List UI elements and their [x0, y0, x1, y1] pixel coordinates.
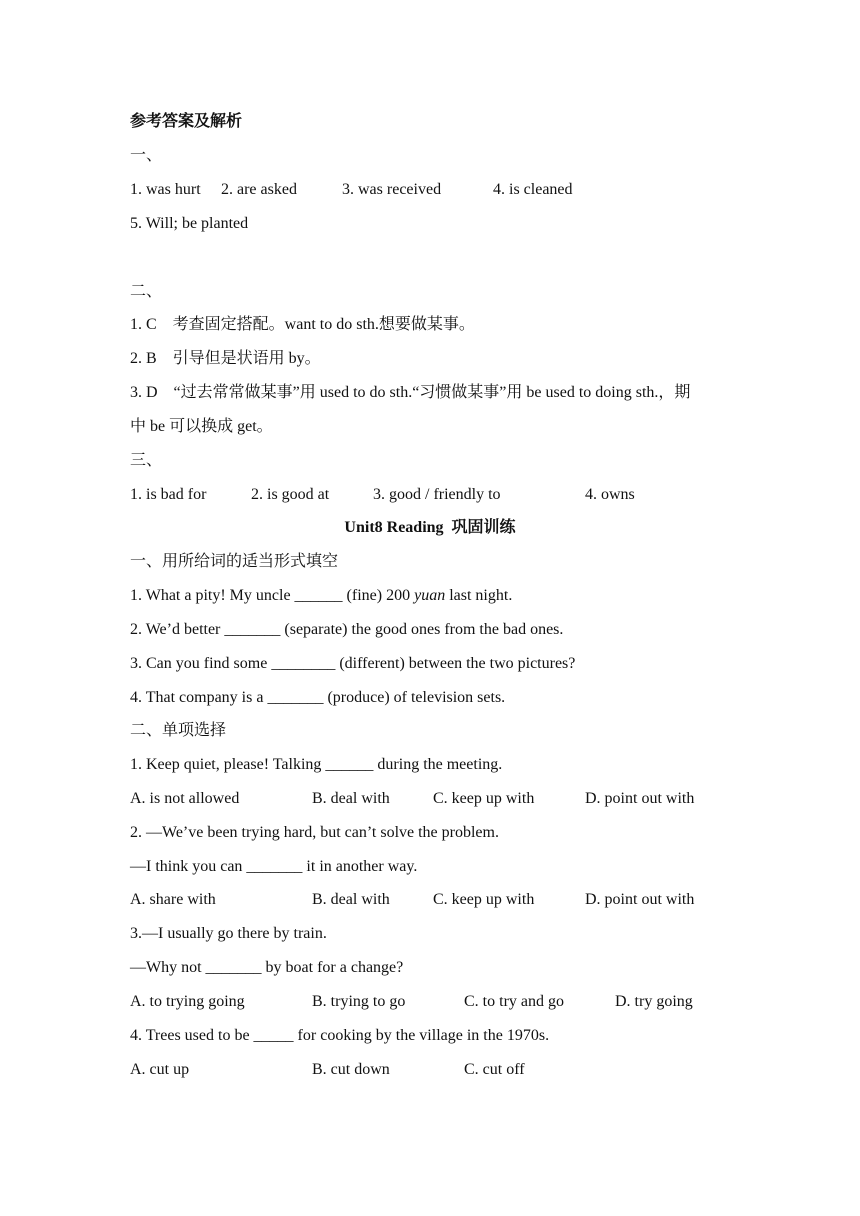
- choice-question-2-stem: 2. —We’ve been trying hard, but can’t solve the problem.: [130, 824, 499, 841]
- choice-question-2-options: [130, 890, 730, 910]
- choice-question-1-options: [130, 789, 730, 809]
- choice-question-3-reply: —Why not _______ by boat for a change?: [130, 959, 404, 976]
- option-b: B. deal with: [312, 790, 390, 807]
- section-2-answer-3-line-2: 中 be 可以换成 get。: [130, 418, 273, 435]
- fill-question-2: 2. We’d better _______ (separate) the good ones from the bad ones.: [130, 621, 564, 638]
- section-2-answer-3-line-1: 3. D “过去常常做某事”用 used to do sth.“习惯做某事”用 be used to doing sth.，期: [130, 384, 691, 401]
- exercise-title: Unit8 Reading 巩固训练: [344, 519, 516, 536]
- section-1-label: 一、: [130, 147, 163, 164]
- option-c: C. keep up with: [433, 790, 535, 807]
- answer-item: 2. are asked: [221, 181, 297, 198]
- choice-question-4-stem: 4. Trees used to be _____ for cooking by the village in the 1970s.: [130, 1027, 550, 1044]
- option-b: B. deal with: [312, 891, 390, 908]
- section-2-answer-1: 1. C 考查固定搭配。want to do sth.想要做某事。: [130, 316, 475, 333]
- answer-item: 1. is bad for: [130, 486, 207, 503]
- section-1-answers-row-2: 5. Will; be planted: [130, 215, 249, 232]
- answer-item: 2. is good at: [251, 486, 330, 503]
- answers-heading: 参考答案及解析: [130, 113, 243, 130]
- choice-question-3-options: [130, 992, 730, 1012]
- option-b: B. trying to go: [312, 993, 406, 1010]
- option-a: A. cut up: [130, 1061, 190, 1078]
- answer-item: 4. owns: [585, 486, 635, 503]
- section-3-answers-row: [130, 485, 730, 505]
- option-c: C. keep up with: [433, 891, 535, 908]
- answer-item: 3. was received: [342, 181, 442, 198]
- section-3-label: 三、: [130, 452, 163, 469]
- section-2-label: 二、: [130, 283, 163, 300]
- option-c: C. cut off: [464, 1061, 525, 1078]
- part-1-heading: 一、用所给词的适当形式填空: [130, 553, 339, 570]
- option-b: B. cut down: [312, 1061, 390, 1078]
- fill-question-4: 4. That company is a _______ (produce) of television sets.: [130, 689, 506, 706]
- choice-question-4-options: [130, 1060, 730, 1080]
- section-2-answer-2: 2. B 引导但是状语用 by。: [130, 350, 321, 367]
- section-1-answers-row-1: [130, 180, 730, 200]
- italic-word: yuan: [414, 587, 446, 604]
- choice-question-1-stem: 1. Keep quiet, please! Talking ______ during the meeting.: [130, 756, 503, 773]
- fill-question-3: 3. Can you find some ________ (different) between the two pictures?: [130, 655, 576, 672]
- answer-item: 3. good / friendly to: [373, 486, 501, 503]
- option-d: D. point out with: [585, 891, 695, 908]
- option-d: D. try going: [615, 993, 693, 1010]
- answer-item: 4. is cleaned: [493, 181, 573, 198]
- option-a: A. to trying going: [130, 993, 245, 1010]
- option-a: A. is not allowed: [130, 790, 240, 807]
- question-text: last night.: [445, 587, 513, 604]
- option-d: D. point out with: [585, 790, 695, 807]
- part-2-heading: 二、单项选择: [130, 722, 227, 739]
- choice-question-2-reply: —I think you can _______ it in another way.: [130, 858, 418, 875]
- fill-question-1: [130, 586, 512, 606]
- option-a: A. share with: [130, 891, 216, 908]
- choice-question-3-stem: 3.—I usually go there by train.: [130, 925, 327, 942]
- option-c: C. to try and go: [464, 993, 564, 1010]
- answer-item: 1. was hurt: [130, 181, 201, 198]
- question-text: 1. What a pity! My uncle ______ (fine) 200: [130, 587, 415, 604]
